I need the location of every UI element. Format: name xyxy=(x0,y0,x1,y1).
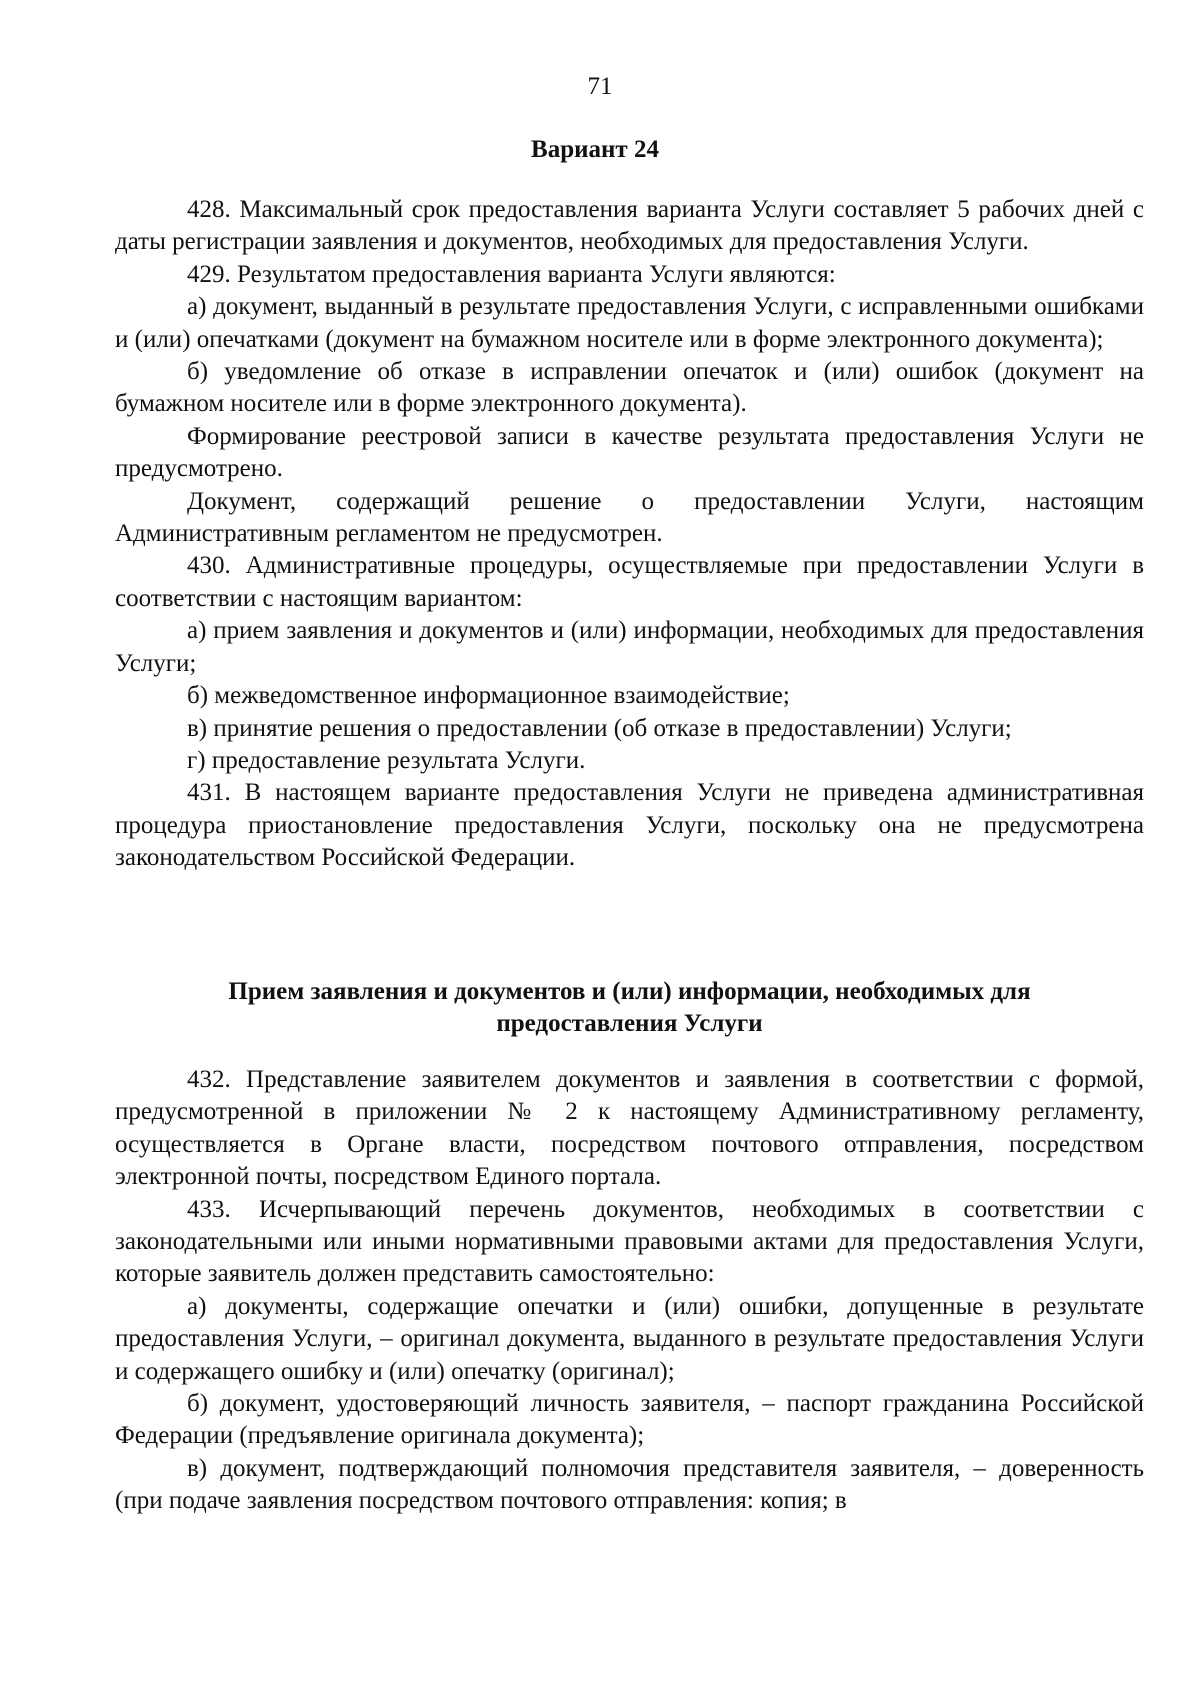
section-2-body xyxy=(115,1064,1144,1518)
paragraph-432: 432. Представление заявителем документов и заявления в соответствии с формой, предусмотренной в приложении № 2 к настоящему Административному регламенту, осуществляется в Органе власти, посредством почтового отправления, посредством электронной почты, посредством Единого портала. xyxy=(115,1066,1144,1191)
paragraph-431: 431. В настоящем варианте предоставления Услуги не приведена административная процедура приостановление предоставления Услуги, поскольку она не предусмотрена законодательством Российской Федерации. xyxy=(115,779,1144,872)
paragraph-433-a: а) документы, содержащие опечатки и (или) ошибки, допущенные в результате предоставления Услуги, – оригинал документа, выданного в результате предоставления Услуги и содержащего ошибку и (или) опечатку (оригинал); xyxy=(115,1292,1144,1385)
paragraph-433: 433. Исчерпывающий перечень документов, необходимых в соответствии с законодательными или иными нормативными правовыми актами для предоставления Услуги, которые заявитель должен представить самостоятельно: xyxy=(115,1195,1144,1288)
paragraph-429-a: а) документ, выданный в результате предоставления Услуги, с исправленными ошибками и (или) опечатками (документ на бумажном носителе или в форме электронного документа); xyxy=(115,293,1144,353)
section-1-body xyxy=(115,194,1144,875)
paragraph-433-c: в) документ, подтверждающий полномочия представителя заявителя, – доверенность (при подаче заявления посредством почтового отправления: копия; в xyxy=(115,1454,1144,1515)
paragraph-429: 429. Результатом предоставления варианта Услуги являются: xyxy=(187,260,836,288)
paragraph-430: 430. Административные процедуры, осуществляемые при предоставлении Услуги в соответствии с настоящим вариантом: xyxy=(115,552,1144,612)
paragraph-430-d: г) предоставление результата Услуги. xyxy=(187,746,586,774)
section-heading-intake-line-2: предоставления Услуги xyxy=(496,1010,763,1037)
paragraph-registry-record: Формирование реестровой записи в качестве результата предоставления Услуги не предусмотрено. xyxy=(115,422,1144,483)
paragraph-433-b: б) документ, удостоверяющий личность заявителя, – паспорт гражданина Российской Федерации (предъявление оригинала документа); xyxy=(115,1390,1144,1450)
section-heading-intake xyxy=(115,976,1144,1040)
paragraph-428: 428. Максимальный срок предоставления варианта Услуги составляет 5 рабочих дней с даты регистрации заявления и документов, необходимых для предоставления Услуги. xyxy=(115,196,1144,256)
page-number: 71 xyxy=(587,73,613,100)
section-heading-variant: Вариант 24 xyxy=(531,136,659,163)
paragraph-430-b: б) межведомственное информационное взаимодействие; xyxy=(187,682,790,710)
paragraph-429-b: б) уведомление об отказе в исправлении опечаток и (или) ошибок (документ на бумажном носителе или в форме электронного документа). xyxy=(115,358,1144,418)
paragraph-decision-document: Документ, содержащий решение о предоставлении Услуги, настоящим Административным регламентом не предусмотрен. xyxy=(115,487,1144,548)
paragraph-430-a: а) прием заявления и документов и (или) информации, необходимых для предоставления Услуги; xyxy=(115,617,1144,677)
paragraph-430-c: в) принятие решения о предоставлении (об отказе в предоставлении) Услуги; xyxy=(187,714,1012,742)
section-heading-intake-line-1: Прием заявления и документов и (или) информации, необходимых для xyxy=(228,978,1031,1005)
